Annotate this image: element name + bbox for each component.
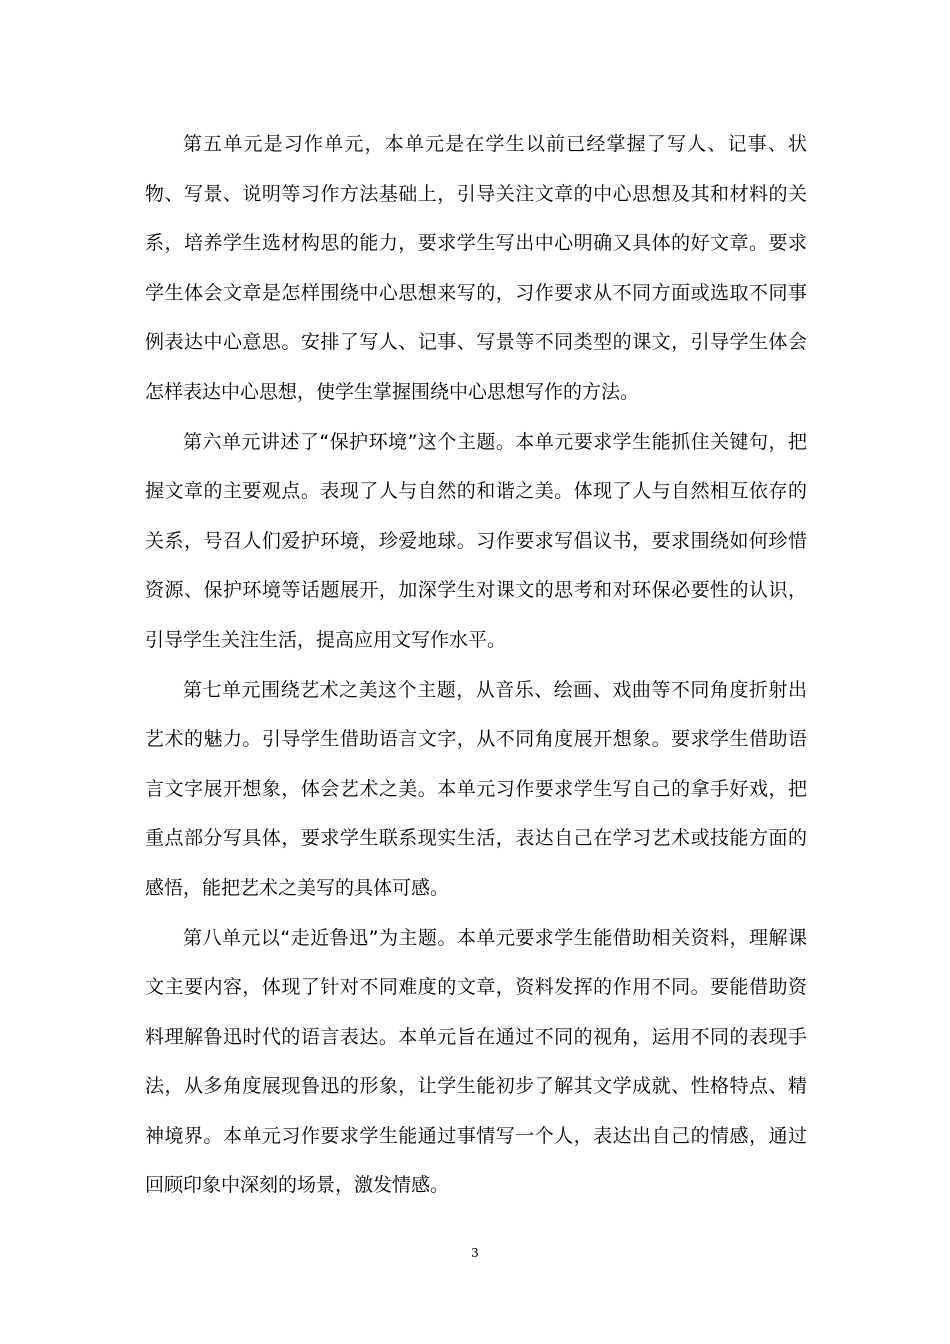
page-number: 3	[471, 1246, 479, 1260]
document-body	[145, 120, 807, 1211]
paragraph-unit-5: 第五单元是习作单元，本单元是在学生以前已经掌握了写人、记事、状物、写景、说明等习作方法基础上，引导关注文章的中心思想及其和材料的关系，培养学生选材构思的能力，要求学生写出中心明确又具体的好文章。要求学生体会文章是怎样围绕中心思想来写的，习作要求从不同方面或选取不同事例表达中心意思。安排了写人、记事、写景等不同类型的课文，引导学生体会怎样表达中心思想，使学生掌握围绕中心思想写作的方法。	[145, 133, 807, 403]
paragraph-unit-8: 第八单元以“走近鲁迅”为主题。本单元要求学生能借助相关资料，理解课文主要内容，体现了针对不同难度的文章，资料发挥的作用不同。要能借助资料理解鲁迅时代的语言表达。本单元旨在通过不同的视角，运用不同的表现手法，从多角度展现鲁迅的形象，让学生能初步了解其文学成就、性格特点、精神境界。本单元习作要求学生能通过事情写一个人，表达出自己的情感，通过回顾印象中深刻的场景，激发情感。	[145, 926, 807, 1197]
paragraph-unit-7: 第七单元围绕艺术之美这个主题，从音乐、绘画、戏曲等不同角度折射出艺术的魅力。引导学生借助语言文字，从不同角度展开想象。要求学生借助语言文字展开想象，体会艺术之美。本单元习作要求学生写自己的拿手好戏，把重点部分写具体，要求学生联系现实生活，表达自己在学习艺术或技能方面的感悟，能把艺术之美写的具体可感。	[145, 678, 807, 899]
paragraph-unit-6: 第六单元讲述了“保护环境”这个主题。本单元要求学生能抓住关键句，把握文章的主要观点。表现了人与自然的和谐之美。体现了人与自然相互依存的关系，号召人们爱护环境，珍爱地球。习作要求写倡议书，要求围绕如何珍惜资源、保护环境等话题展开，加深学生对课文的思考和对环保必要性的认识，引导学生关注生活，提高应用文写作水平。	[145, 430, 807, 651]
